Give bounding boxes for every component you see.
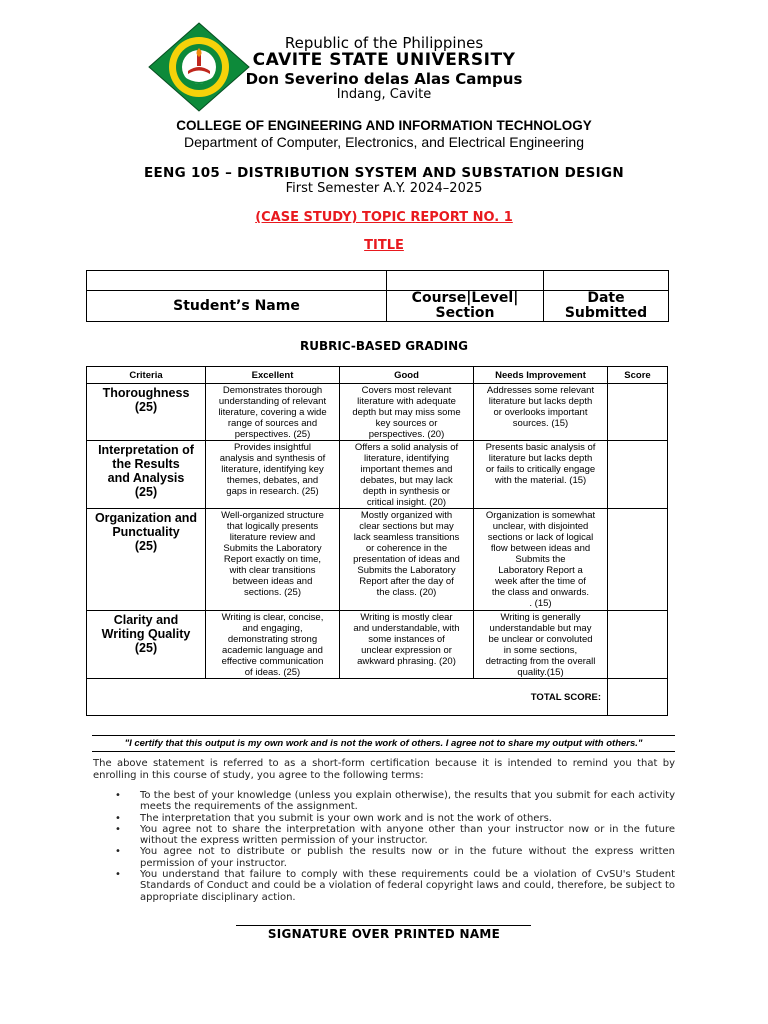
report-heading: (CASE STUDY) TOPIC REPORT NO. 1 <box>255 210 513 225</box>
score-field[interactable] <box>608 441 668 509</box>
rubric-row <box>87 384 668 441</box>
good-descriptor-line: the class. (20) <box>376 587 437 598</box>
good-descriptor-line: or coherence in the <box>365 543 448 554</box>
good-descriptor-line: debates, but may lack <box>360 475 453 486</box>
good-descriptor-line: Offers a solid analysis of <box>354 442 459 453</box>
criteria-cell-line: Punctuality <box>112 525 180 539</box>
excellent-descriptor-line: between ideas and <box>232 576 313 587</box>
column-header-excellent: Excellent <box>206 367 340 384</box>
needs-improvement-descriptor-line: Addresses some relevant <box>486 385 595 396</box>
excellent-descriptor-line: literature, identifying key <box>221 464 324 475</box>
needs-improvement-descriptor <box>474 611 608 679</box>
signature-label: SIGNATURE OVER PRINTED NAME <box>267 927 501 941</box>
column-header-score: Score <box>608 367 668 384</box>
excellent-descriptor <box>206 611 340 679</box>
good-descriptor-line: clear sections but may <box>359 521 454 532</box>
total-score-row <box>87 679 668 716</box>
good-descriptor-line: awkward phrasing. (20) <box>357 656 456 667</box>
certification-term-text: To the best of your knowledge (unless you explain otherwise), the results that you submit for each activity meets the requirements of the assignment. <box>140 790 675 813</box>
rubric-row <box>87 611 668 679</box>
good-descriptor-line: some instances of <box>368 634 445 645</box>
excellent-descriptor-line: effective communication <box>221 656 324 667</box>
excellent-descriptor-line: perspectives. (25) <box>234 429 311 440</box>
bullet-icon: • <box>115 812 121 824</box>
signature-line[interactable] <box>236 925 531 926</box>
student-info-table <box>86 270 669 322</box>
good-descriptor-line: Report after the day of <box>359 576 454 587</box>
needs-improvement-descriptor-line: Submits the <box>515 554 566 565</box>
excellent-descriptor-line: Writing is clear, concise, <box>221 612 324 623</box>
excellent-descriptor-line: that logically presents <box>226 521 319 532</box>
certification-term <box>93 869 675 903</box>
good-descriptor-line: Writing is mostly clear <box>360 612 453 623</box>
criteria-cell-line: Clarity and <box>113 613 179 627</box>
good-descriptor-line: critical insight. (20) <box>366 497 447 508</box>
needs-improvement-descriptor-line: literature but lacks depth <box>488 396 593 407</box>
needs-improvement-descriptor <box>474 509 608 611</box>
needs-improvement-descriptor <box>474 384 608 441</box>
certification-term <box>93 790 675 813</box>
good-descriptor-line: lack seamless transitions <box>353 532 460 543</box>
student-name-label: Student’s Name <box>87 291 387 322</box>
criteria-cell <box>87 441 206 509</box>
excellent-descriptor-line: themes, debates, and <box>226 475 319 486</box>
good-descriptor-line: Covers most relevant <box>361 385 452 396</box>
needs-improvement-descriptor-line: literature but lacks depth <box>488 453 593 464</box>
good-descriptor <box>340 611 474 679</box>
excellent-descriptor-line: with clear transitions <box>229 565 316 576</box>
course-level-section-label: Course|Level| Section <box>387 291 544 322</box>
good-descriptor-line: key sources or <box>375 418 438 429</box>
needs-improvement-descriptor-line: Presents basic analysis of <box>485 442 596 453</box>
republic-label: Republic of the Philippines <box>284 34 484 52</box>
department-name: Department of Computer, Electronics, and Electrical Engineering <box>184 134 584 150</box>
needs-improvement-descriptor-line: Organization is somewhat <box>485 510 596 521</box>
good-descriptor-line: literature, identifying <box>363 453 450 464</box>
excellent-descriptor-line: Demonstrates thorough <box>222 385 323 396</box>
needs-improvement-descriptor-line: Writing is generally <box>500 612 581 623</box>
score-field[interactable] <box>608 509 668 611</box>
needs-improvement-descriptor-line: . (15) <box>529 598 552 609</box>
excellent-descriptor-line: Well-organized structure <box>221 510 324 521</box>
needs-improvement-descriptor <box>474 441 608 509</box>
criteria-cell-line: (25) <box>134 485 158 499</box>
certification-term <box>93 846 675 869</box>
certification-statement: "I certify that this output is my own work and is not the work of others. I agree not to share my output with others." <box>124 738 643 749</box>
good-descriptor-line: important themes and <box>360 464 453 475</box>
rubric-table <box>86 366 668 716</box>
certification-term-text: The interpretation that you submit is your own work and is not the work of others. <box>140 812 552 824</box>
needs-improvement-descriptor-line: or fails to critically engage <box>485 464 596 475</box>
good-descriptor-line: perspectives. (20) <box>368 429 445 440</box>
good-descriptor-line: Mostly organized with <box>360 510 453 521</box>
needs-improvement-descriptor-line: understandable but may <box>489 623 592 634</box>
score-field[interactable] <box>608 611 668 679</box>
excellent-descriptor-line: of ideas. (25) <box>244 667 301 678</box>
certification-term-text: You agree not to share the interpretation with anyone other than your instructor now or in the future without the express written permission of your instructor. <box>140 823 675 847</box>
needs-improvement-descriptor-line: the class and onwards. <box>491 587 590 598</box>
date-submitted-label: Date Submitted <box>544 291 669 322</box>
good-descriptor <box>340 509 474 611</box>
college-name: COLLEGE OF ENGINEERING AND INFORMATION TECHNOLOGY <box>176 118 592 133</box>
needs-improvement-descriptor-line: Laboratory Report a <box>498 565 583 576</box>
bullet-icon: • <box>115 846 121 858</box>
certification-terms-list <box>93 790 675 903</box>
excellent-descriptor-line: academic language and <box>222 645 323 656</box>
total-score-field[interactable] <box>608 679 668 716</box>
student-name-field[interactable] <box>87 271 387 291</box>
campus-location: Indang, Cavite <box>336 87 432 102</box>
criteria-cell-line: Interpretation of <box>98 443 194 457</box>
certification-term <box>93 824 675 847</box>
good-descriptor-line: literature with adequate <box>357 396 456 407</box>
score-field[interactable] <box>608 384 668 441</box>
rubric-heading: RUBRIC-BASED GRADING <box>299 339 468 353</box>
excellent-descriptor-line: literature review and <box>229 532 316 543</box>
criteria-cell <box>87 509 206 611</box>
good-descriptor <box>340 441 474 509</box>
university-name: CAVITE STATE UNIVERSITY <box>252 50 516 70</box>
needs-improvement-descriptor-line: unclear, with disjointed <box>492 521 589 532</box>
bullet-icon: • <box>115 823 121 835</box>
criteria-cell-line: Organization and <box>94 511 198 525</box>
report-title: TITLE <box>364 238 404 253</box>
excellent-descriptor-line: understanding of relevant <box>218 396 327 407</box>
criteria-cell-line: (25) <box>134 400 158 414</box>
column-header-needs-improvement: Needs Improvement <box>474 367 608 384</box>
excellent-descriptor-line: analysis and synthesis of <box>219 453 326 464</box>
criteria-cell-line: Thoroughness <box>102 386 190 400</box>
certification-term-text: You understand that failure to comply with these requirements could be a violation of CvSU's Student Standards of Conduct and could be a violation of federal copyright laws and could, therefore, be subject to appropriate disciplinary action. <box>140 869 675 903</box>
excellent-descriptor-line: demonstrating strong <box>227 634 318 645</box>
certification-top-rule <box>92 735 675 736</box>
certification-paragraph: The above statement is referred to as a short-form certification because it is intended to remind you that by enrolling in this course of study, you agree to the following terms: <box>93 758 675 781</box>
good-descriptor-line: Submits the Laboratory <box>357 565 456 576</box>
needs-improvement-descriptor-line: in some sections, <box>503 645 578 656</box>
criteria-cell-line: and Analysis <box>107 471 185 485</box>
excellent-descriptor-line: Submits the Laboratory <box>223 543 322 554</box>
needs-improvement-descriptor-line: week after the time of <box>495 576 586 587</box>
good-descriptor-line: presentation of ideas and <box>353 554 460 565</box>
criteria-cell <box>87 384 206 441</box>
excellent-descriptor <box>206 441 340 509</box>
certification-term-text: You agree not to distribute or publish the results now or in the future without the express written permission of your instructor. <box>140 846 675 869</box>
needs-improvement-descriptor-line: be unclear or convoluted <box>488 634 593 645</box>
excellent-descriptor <box>206 509 340 611</box>
good-descriptor <box>340 384 474 441</box>
good-descriptor-line: and understandable, with <box>353 623 460 634</box>
rubric-row <box>87 441 668 509</box>
rubric-row <box>87 509 668 611</box>
excellent-descriptor-line: range of sources and <box>227 418 318 429</box>
criteria-cell-line: the Results <box>112 457 180 471</box>
criteria-cell-line: (25) <box>134 641 158 655</box>
excellent-descriptor-line: Report exactly on time, <box>223 554 322 565</box>
course-level-section-field[interactable] <box>387 271 544 291</box>
date-submitted-field[interactable] <box>544 271 669 291</box>
good-descriptor-line: depth in synthesis or <box>362 486 451 497</box>
course-title: EENG 105 – DISTRIBUTION SYSTEM AND SUBSTATION DESIGN <box>144 165 624 181</box>
needs-improvement-descriptor-line: sources. (15) <box>512 418 569 429</box>
bullet-icon: • <box>115 869 121 881</box>
needs-improvement-descriptor-line: or overlooks important <box>493 407 588 418</box>
excellent-descriptor-line: gaps in research. (25) <box>226 486 319 497</box>
criteria-cell-line: Writing Quality <box>101 627 191 641</box>
needs-improvement-descriptor-line: sections or lack of logical <box>487 532 594 543</box>
certification-bottom-rule <box>92 751 675 752</box>
excellent-descriptor-line: literature, covering a wide <box>218 407 327 418</box>
needs-improvement-descriptor-line: flow between ideas and <box>490 543 591 554</box>
campus-name: Don Severino delas Alas Campus <box>245 70 523 88</box>
excellent-descriptor-line: sections. (25) <box>243 587 302 598</box>
column-header-criteria: Criteria <box>87 367 206 384</box>
excellent-descriptor <box>206 384 340 441</box>
total-score-label: TOTAL SCORE: <box>87 679 608 716</box>
column-header-good: Good <box>340 367 474 384</box>
certification-term <box>93 813 675 824</box>
good-descriptor-line: unclear expression or <box>361 645 452 656</box>
criteria-cell <box>87 611 206 679</box>
criteria-cell-line: (25) <box>134 539 158 553</box>
needs-improvement-descriptor-line: with the material. (15) <box>494 475 587 486</box>
excellent-descriptor-line: Provides insightful <box>233 442 312 453</box>
bullet-icon: • <box>115 790 121 801</box>
excellent-descriptor-line: and engaging, <box>242 623 303 634</box>
good-descriptor-line: depth but may miss some <box>352 407 461 418</box>
needs-improvement-descriptor-line: detracting from the overall <box>485 656 596 667</box>
semester-label: First Semester A.Y. 2024–2025 <box>285 181 483 196</box>
needs-improvement-descriptor-line: quality.(15) <box>517 667 564 678</box>
